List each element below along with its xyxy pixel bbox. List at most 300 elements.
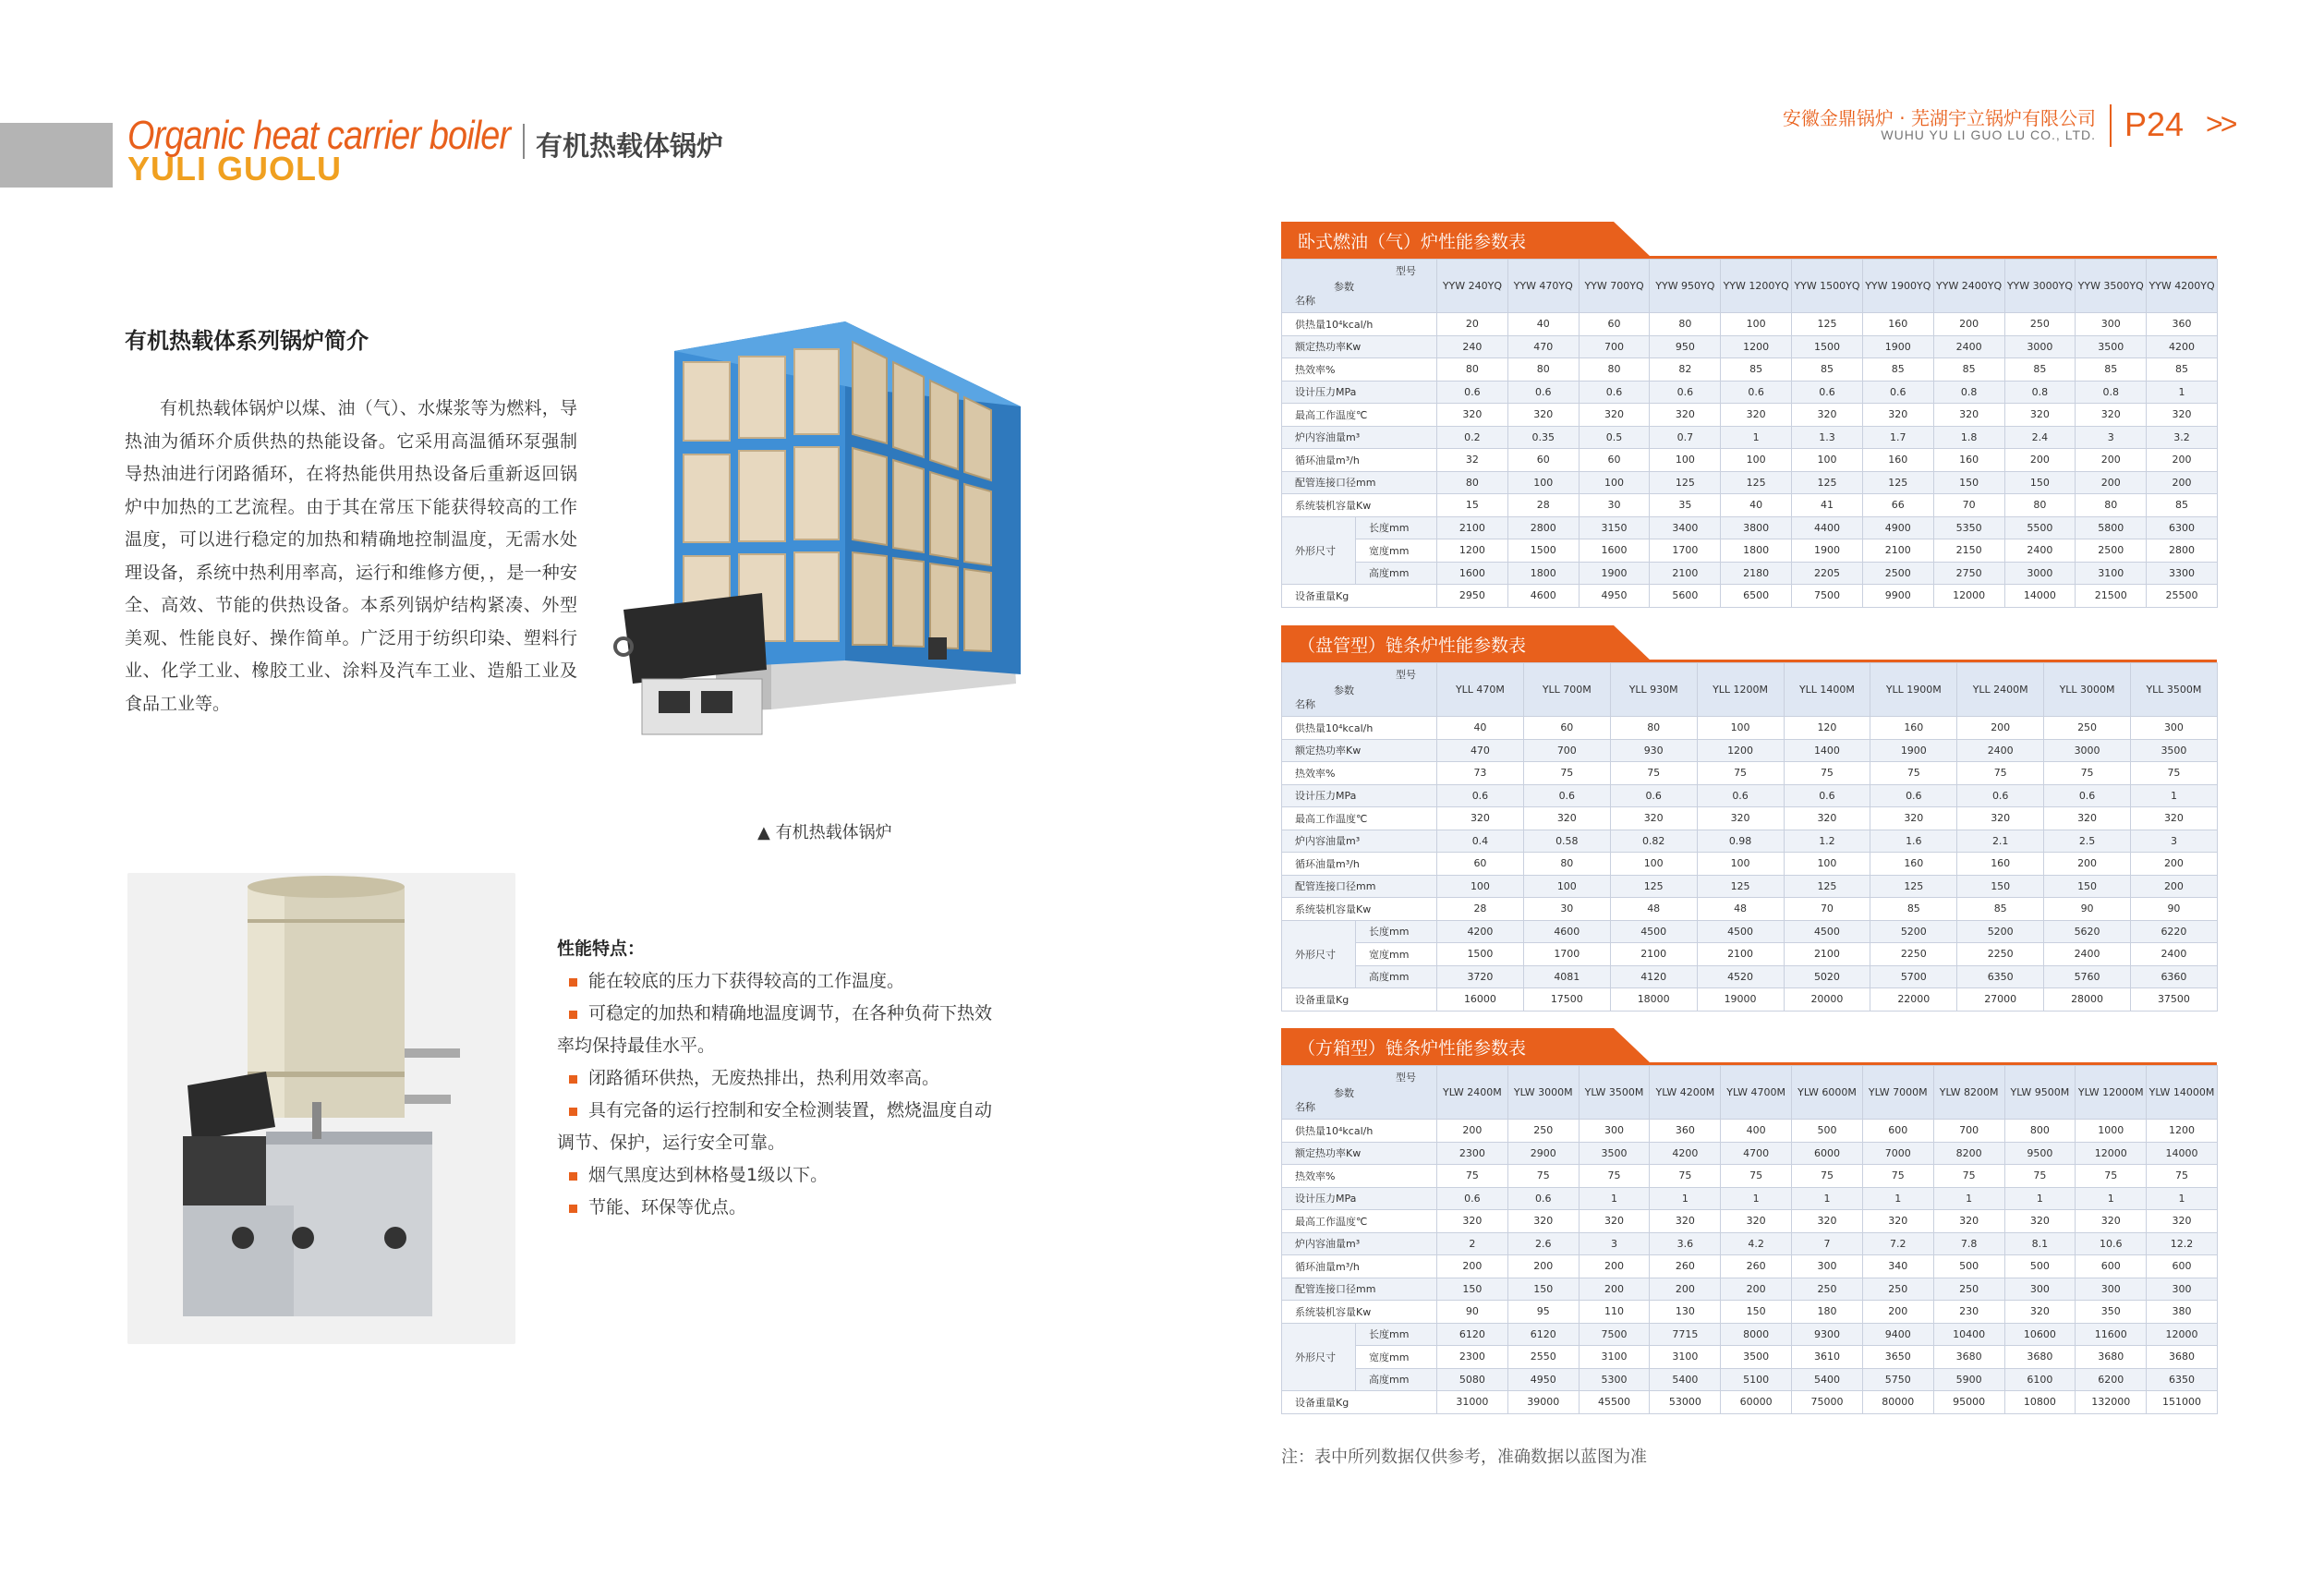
- table-row: [1282, 1187, 2218, 1210]
- title-divider: [523, 124, 525, 159]
- value-cell: 500: [1792, 1120, 1863, 1143]
- value-cell: 75: [2004, 1165, 2076, 1188]
- corner-param-label: 参数: [1334, 1087, 1354, 1099]
- model-cell: YYW 1200YQ: [1721, 260, 1792, 313]
- value-cell: 3000: [2004, 335, 2076, 358]
- value-cell: 3500: [2131, 739, 2218, 762]
- value-cell: 400: [1721, 1120, 1792, 1143]
- table-row: [1282, 717, 2218, 740]
- value-cell: 30: [1523, 898, 1610, 921]
- table-row: [1282, 1255, 2218, 1278]
- value-cell: 250: [1933, 1278, 2004, 1301]
- value-cell: 5600: [1650, 585, 1721, 608]
- value-cell: 100: [1437, 875, 1524, 898]
- value-cell: 250: [1792, 1278, 1863, 1301]
- value-cell: 80: [1610, 717, 1697, 740]
- model-cell: YLW 4200M: [1650, 1066, 1721, 1120]
- value-cell: 4081: [1523, 965, 1610, 988]
- value-cell: 360: [2147, 313, 2218, 336]
- value-cell: 39000: [1507, 1391, 1579, 1414]
- oil-gas-boiler-spec-table: [1281, 222, 2217, 608]
- value-cell: 0.6: [1792, 381, 1863, 404]
- value-cell: 320: [1437, 404, 1508, 427]
- row-label: 系统装机容量Kw: [1282, 898, 1437, 921]
- value-cell: 320: [1437, 1210, 1508, 1233]
- value-cell: 1200: [1437, 539, 1508, 563]
- coil-chain-boiler-spec-table: [1281, 625, 2217, 1012]
- row-label: 最高工作温度℃: [1282, 807, 1437, 830]
- value-cell: 4.2: [1721, 1232, 1792, 1255]
- table-row: [1282, 1165, 2218, 1188]
- header-gray-band: [0, 123, 113, 188]
- weight-row: [1282, 1391, 2218, 1414]
- value-cell: 3500: [2076, 335, 2147, 358]
- row-label: 设备重量Kg: [1282, 1391, 1437, 1414]
- value-cell: 4400: [1792, 516, 1863, 539]
- spec-table: [1281, 1065, 2218, 1414]
- value-cell: 200: [2004, 449, 2076, 472]
- value-cell: 20: [1437, 313, 1508, 336]
- value-cell: 180: [1792, 1301, 1863, 1324]
- value-cell: 320: [2147, 1210, 2218, 1233]
- row-label: 额定热功率Kw: [1282, 1142, 1437, 1165]
- dimension-row: [1282, 562, 2218, 585]
- value-cell: 1800: [1721, 539, 1792, 563]
- value-cell: 75: [1933, 1165, 2004, 1188]
- value-cell: 60: [1579, 313, 1650, 336]
- value-cell: 3.2: [2147, 426, 2218, 449]
- spec-table: [1281, 259, 2218, 608]
- value-cell: 16000: [1437, 988, 1524, 1012]
- value-cell: 1.3: [1792, 426, 1863, 449]
- value-cell: 2300: [1437, 1142, 1508, 1165]
- value-cell: 3000: [2004, 562, 2076, 585]
- title-chinese: 有机热载体锅炉: [536, 130, 724, 162]
- value-cell: 14000: [2004, 585, 2076, 608]
- value-cell: 320: [2044, 807, 2131, 830]
- value-cell: 1.7: [1862, 426, 1933, 449]
- value-cell: 85: [1933, 358, 2004, 382]
- value-cell: 1700: [1523, 943, 1610, 966]
- value-cell: 0.6: [1721, 381, 1792, 404]
- value-cell: 6120: [1507, 1323, 1579, 1346]
- dimension-row: [1282, 1346, 2218, 1369]
- table-title: （盘管型）链条炉性能参数表: [1298, 636, 1527, 656]
- value-cell: 300: [2131, 717, 2218, 740]
- box-chain-boiler-spec-table: [1281, 1028, 2217, 1414]
- value-cell: 12000: [2147, 1323, 2218, 1346]
- dimension-group-label: 外形尺寸: [1282, 1323, 1356, 1391]
- value-cell: 6300: [2147, 516, 2218, 539]
- value-cell: 200: [1933, 313, 2004, 336]
- next-page-arrows-icon[interactable]: >>: [2206, 107, 2235, 140]
- value-cell: 600: [2147, 1255, 2218, 1278]
- title-english: Organic heat carrier boiler: [127, 113, 511, 158]
- value-cell: 85: [1721, 358, 1792, 382]
- model-cell: YLW 3500M: [1579, 1066, 1650, 1120]
- value-cell: 60: [1523, 717, 1610, 740]
- value-cell: 1: [1862, 1187, 1933, 1210]
- value-cell: 0.5: [1579, 426, 1650, 449]
- corner-name-label: 名称: [1295, 1101, 1315, 1113]
- feature-item: 具有完备的运行控制和安全检测装置，燃烧温度自动调节、保护，运行安全可靠。: [557, 1100, 993, 1153]
- value-cell: 3610: [1792, 1346, 1863, 1369]
- model-cell: YYW 1500YQ: [1792, 260, 1863, 313]
- corner-model-label: 型号: [1396, 265, 1416, 277]
- value-cell: 125: [1650, 471, 1721, 494]
- model-cell: YLW 2400M: [1437, 1066, 1508, 1120]
- value-cell: 160: [1957, 853, 2044, 876]
- value-cell: 100: [1792, 449, 1863, 472]
- value-cell: 6220: [2131, 920, 2218, 943]
- value-cell: 125: [1870, 875, 1957, 898]
- value-cell: 320: [1437, 807, 1524, 830]
- value-cell: 2950: [1437, 585, 1508, 608]
- value-cell: 320: [2076, 1210, 2147, 1233]
- value-cell: 7500: [1579, 1323, 1650, 1346]
- value-cell: 200: [1437, 1120, 1508, 1143]
- value-cell: 320: [1792, 404, 1863, 427]
- value-cell: 150: [1721, 1301, 1792, 1324]
- value-cell: 320: [1523, 807, 1610, 830]
- value-cell: 5400: [1650, 1368, 1721, 1391]
- row-label: 供热量10⁴kcal/h: [1282, 717, 1437, 740]
- value-cell: 20000: [1784, 988, 1870, 1012]
- value-cell: 40: [1437, 717, 1524, 740]
- model-cell: YLW 12000M: [2076, 1066, 2147, 1120]
- row-label: 额定热功率Kw: [1282, 739, 1437, 762]
- feature-item: 可稳定的加热和精确地温度调节，在各种负荷下热效率均保持最佳水平。: [557, 1003, 993, 1056]
- dimension-row: [1282, 965, 2218, 988]
- value-cell: 600: [2076, 1255, 2147, 1278]
- dimension-row: [1282, 1323, 2218, 1346]
- value-cell: 15: [1437, 494, 1508, 517]
- feature-item: 节能、环保等优点。: [557, 1192, 1000, 1224]
- corner-cell: [1282, 663, 1437, 717]
- horizontal-boiler-photo: [605, 305, 1039, 785]
- value-cell: 19000: [1697, 988, 1784, 1012]
- value-cell: 80: [1523, 853, 1610, 876]
- value-cell: 320: [1862, 404, 1933, 427]
- value-cell: 320: [2004, 1301, 2076, 1324]
- dimension-row: [1282, 1368, 2218, 1391]
- value-cell: 200: [2147, 449, 2218, 472]
- table-row: [1282, 335, 2218, 358]
- value-cell: 500: [1933, 1255, 2004, 1278]
- value-cell: 260: [1650, 1255, 1721, 1278]
- value-cell: 125: [1697, 875, 1784, 898]
- value-cell: 5900: [1933, 1368, 2004, 1391]
- value-cell: 300: [1792, 1255, 1863, 1278]
- row-label: 热效率%: [1282, 1165, 1437, 1188]
- value-cell: 320: [2076, 404, 2147, 427]
- value-cell: 300: [2076, 1278, 2147, 1301]
- intro-heading: 有机热载体系列锅炉简介: [125, 328, 369, 354]
- value-cell: 1.8: [1933, 426, 2004, 449]
- value-cell: 100: [1784, 853, 1870, 876]
- value-cell: 320: [1721, 1210, 1792, 1233]
- row-label: 设计压力MPa: [1282, 381, 1437, 404]
- value-cell: 14000: [2147, 1142, 2218, 1165]
- table-row: [1282, 1210, 2218, 1233]
- dimension-row: [1282, 539, 2218, 563]
- value-cell: 28000: [2044, 988, 2131, 1012]
- corner-param-label: 参数: [1334, 684, 1354, 697]
- model-cell: YYW 4200YQ: [2147, 260, 2218, 313]
- value-cell: 0.6: [1697, 784, 1784, 807]
- table-row: [1282, 762, 2218, 785]
- corner-cell: [1282, 260, 1437, 313]
- value-cell: 66: [1862, 494, 1933, 517]
- value-cell: 2750: [1933, 562, 2004, 585]
- feature-item: 能在较底的压力下获得较高的工作温度。: [557, 965, 1000, 998]
- value-cell: 37500: [2131, 988, 2218, 1012]
- value-cell: 3680: [2076, 1346, 2147, 1369]
- value-cell: 100: [1697, 717, 1784, 740]
- value-cell: 0.8: [1933, 381, 2004, 404]
- value-cell: 85: [1862, 358, 1933, 382]
- value-cell: 2.5: [2044, 830, 2131, 853]
- value-cell: 10600: [2004, 1323, 2076, 1346]
- value-cell: 7500: [1792, 585, 1863, 608]
- corner-param-label: 参数: [1334, 281, 1354, 293]
- value-cell: 5020: [1784, 965, 1870, 988]
- value-cell: 200: [1957, 717, 2044, 740]
- value-cell: 320: [2004, 404, 2076, 427]
- corner-model-label: 型号: [1396, 1072, 1416, 1084]
- value-cell: 80: [2076, 494, 2147, 517]
- features-title: 性能特点：: [557, 939, 646, 959]
- value-cell: 380: [2147, 1301, 2218, 1324]
- dimension-group-label: 外形尺寸: [1282, 516, 1356, 585]
- dimension-label: 高度mm: [1356, 562, 1437, 585]
- model-cell: YYW 2400YQ: [1933, 260, 2004, 313]
- value-cell: 1900: [1870, 739, 1957, 762]
- corner-name-label: 名称: [1295, 295, 1315, 307]
- value-cell: 3680: [1933, 1346, 2004, 1369]
- value-cell: 1900: [1862, 335, 1933, 358]
- value-cell: 1900: [1792, 539, 1863, 563]
- value-cell: 80: [1437, 358, 1508, 382]
- value-cell: 6360: [2131, 965, 2218, 988]
- value-cell: 0.35: [1507, 426, 1579, 449]
- value-cell: 28: [1437, 898, 1524, 921]
- value-cell: 600: [1862, 1120, 1933, 1143]
- value-cell: 250: [2044, 717, 2131, 740]
- value-cell: 9900: [1862, 585, 1933, 608]
- model-cell: YLW 14000M: [2147, 1066, 2218, 1120]
- value-cell: 1800: [1507, 562, 1579, 585]
- value-cell: 60: [1437, 853, 1524, 876]
- value-cell: 3100: [1579, 1346, 1650, 1369]
- value-cell: 500: [2004, 1255, 2076, 1278]
- value-cell: 40: [1507, 313, 1579, 336]
- value-cell: 320: [1507, 404, 1579, 427]
- row-label: 热效率%: [1282, 762, 1437, 785]
- value-cell: 41: [1792, 494, 1863, 517]
- corner-model-label: 型号: [1396, 669, 1416, 681]
- value-cell: 120: [1784, 717, 1870, 740]
- row-label: 循环油量m³/h: [1282, 1255, 1437, 1278]
- table-title-bar: [1281, 625, 2217, 662]
- value-cell: 1600: [1437, 562, 1508, 585]
- value-cell: 1: [1721, 1187, 1792, 1210]
- value-cell: 6120: [1437, 1323, 1508, 1346]
- value-cell: 200: [1507, 1255, 1579, 1278]
- value-cell: 100: [1721, 449, 1792, 472]
- value-cell: 2.4: [2004, 426, 2076, 449]
- row-label: 炉内容油量m³: [1282, 830, 1437, 853]
- model-cell: YLL 3500M: [2131, 663, 2218, 717]
- value-cell: 125: [1721, 471, 1792, 494]
- value-cell: 7.2: [1862, 1232, 1933, 1255]
- value-cell: 1.6: [1870, 830, 1957, 853]
- value-cell: 5300: [1579, 1368, 1650, 1391]
- value-cell: 4500: [1697, 920, 1784, 943]
- table-row: [1282, 358, 2218, 382]
- value-cell: 1: [1721, 426, 1792, 449]
- table-row: [1282, 1120, 2218, 1143]
- value-cell: 53000: [1650, 1391, 1721, 1414]
- dimension-row: [1282, 516, 2218, 539]
- value-cell: 350: [2076, 1301, 2147, 1324]
- value-cell: 200: [1579, 1255, 1650, 1278]
- value-cell: 75: [1610, 762, 1697, 785]
- value-cell: 2550: [1507, 1346, 1579, 1369]
- value-cell: 5760: [2044, 965, 2131, 988]
- value-cell: 0.6: [1784, 784, 1870, 807]
- value-cell: 100: [1579, 471, 1650, 494]
- row-label: 热效率%: [1282, 358, 1437, 382]
- value-cell: 0.6: [2044, 784, 2131, 807]
- model-cell: YYW 3000YQ: [2004, 260, 2076, 313]
- value-cell: 150: [1933, 471, 2004, 494]
- value-cell: 151000: [2147, 1391, 2218, 1414]
- value-cell: 160: [1862, 313, 1933, 336]
- value-cell: 2.1: [1957, 830, 2044, 853]
- value-cell: 75: [1507, 1165, 1579, 1188]
- dimension-label: 长度mm: [1356, 1323, 1437, 1346]
- table-row: [1282, 784, 2218, 807]
- value-cell: 200: [1721, 1278, 1792, 1301]
- value-cell: 130: [1650, 1301, 1721, 1324]
- value-cell: 1400: [1784, 739, 1870, 762]
- dimension-row: [1282, 920, 2218, 943]
- table-row: [1282, 853, 2218, 876]
- table-row: [1282, 1232, 2218, 1255]
- value-cell: 8200: [1933, 1142, 2004, 1165]
- value-cell: 4500: [1610, 920, 1697, 943]
- table-row: [1282, 739, 2218, 762]
- value-cell: 2400: [2044, 943, 2131, 966]
- value-cell: 320: [1957, 807, 2044, 830]
- value-cell: 125: [1862, 471, 1933, 494]
- value-cell: 200: [2076, 449, 2147, 472]
- value-cell: 2250: [1957, 943, 2044, 966]
- value-cell: 75000: [1792, 1391, 1863, 1414]
- value-cell: 6350: [2147, 1368, 2218, 1391]
- value-cell: 1700: [1650, 539, 1721, 563]
- table-note: 注：表中所列数据仅供参考，准确数据以蓝图为准: [1281, 1448, 1647, 1467]
- value-cell: 160: [1870, 717, 1957, 740]
- value-cell: 1: [1579, 1187, 1650, 1210]
- value-cell: 75: [2044, 762, 2131, 785]
- value-cell: 200: [2076, 471, 2147, 494]
- value-cell: 0.6: [1650, 381, 1721, 404]
- value-cell: 75: [1862, 1165, 1933, 1188]
- value-cell: 28: [1507, 494, 1579, 517]
- value-cell: 3680: [2004, 1346, 2076, 1369]
- row-label: 最高工作温度℃: [1282, 1210, 1437, 1233]
- value-cell: 160: [1862, 449, 1933, 472]
- value-cell: 4600: [1523, 920, 1610, 943]
- table-row: [1282, 404, 2218, 427]
- value-cell: 1: [2147, 381, 2218, 404]
- row-label: 设计压力MPa: [1282, 784, 1437, 807]
- model-cell: YYW 3500YQ: [2076, 260, 2147, 313]
- value-cell: 320: [1784, 807, 1870, 830]
- value-cell: 2500: [2076, 539, 2147, 563]
- value-cell: 75: [1870, 762, 1957, 785]
- dimension-label: 长度mm: [1356, 516, 1437, 539]
- value-cell: 80: [1437, 471, 1508, 494]
- value-cell: 2300: [1437, 1346, 1508, 1369]
- table-row: [1282, 313, 2218, 336]
- value-cell: 31000: [1437, 1391, 1508, 1414]
- value-cell: 0.6: [1507, 381, 1579, 404]
- value-cell: 0.6: [1507, 1187, 1579, 1210]
- value-cell: 320: [1650, 1210, 1721, 1233]
- value-cell: 700: [1933, 1120, 2004, 1143]
- value-cell: 0.98: [1697, 830, 1784, 853]
- value-cell: 0.8: [2004, 381, 2076, 404]
- value-cell: 150: [1437, 1278, 1508, 1301]
- value-cell: 160: [1870, 853, 1957, 876]
- model-header-row: [1282, 1066, 2218, 1120]
- value-cell: 250: [1862, 1278, 1933, 1301]
- value-cell: 0.58: [1523, 830, 1610, 853]
- value-cell: 70: [1784, 898, 1870, 921]
- value-cell: 0.6: [1437, 381, 1508, 404]
- value-cell: 2100: [1862, 539, 1933, 563]
- value-cell: 1: [1792, 1187, 1863, 1210]
- value-cell: 240: [1437, 335, 1508, 358]
- value-cell: 80: [2004, 494, 2076, 517]
- value-cell: 100: [1523, 875, 1610, 898]
- company-name-en: WUHU YU LI GUO LU CO., LTD.: [1881, 127, 2096, 142]
- model-header-row: [1282, 663, 2218, 717]
- photo-caption: ▲ 有机热载体锅炉: [757, 823, 892, 842]
- value-cell: 75: [2147, 1165, 2218, 1188]
- row-label: 设备重量Kg: [1282, 585, 1437, 608]
- value-cell: 0.82: [1610, 830, 1697, 853]
- value-cell: 3: [2076, 426, 2147, 449]
- value-cell: 320: [2147, 404, 2218, 427]
- value-cell: 80000: [1862, 1391, 1933, 1414]
- value-cell: 90: [2044, 898, 2131, 921]
- value-cell: 48: [1697, 898, 1784, 921]
- value-cell: 3400: [1650, 516, 1721, 539]
- value-cell: 82: [1650, 358, 1721, 382]
- value-cell: 60000: [1721, 1391, 1792, 1414]
- row-label: 炉内容油量m³: [1282, 1232, 1437, 1255]
- value-cell: 1500: [1507, 539, 1579, 563]
- value-cell: 48: [1610, 898, 1697, 921]
- model-cell: YYW 700YQ: [1579, 260, 1650, 313]
- value-cell: 1: [2147, 1187, 2218, 1210]
- value-cell: 4900: [1862, 516, 1933, 539]
- value-cell: 90: [2131, 898, 2218, 921]
